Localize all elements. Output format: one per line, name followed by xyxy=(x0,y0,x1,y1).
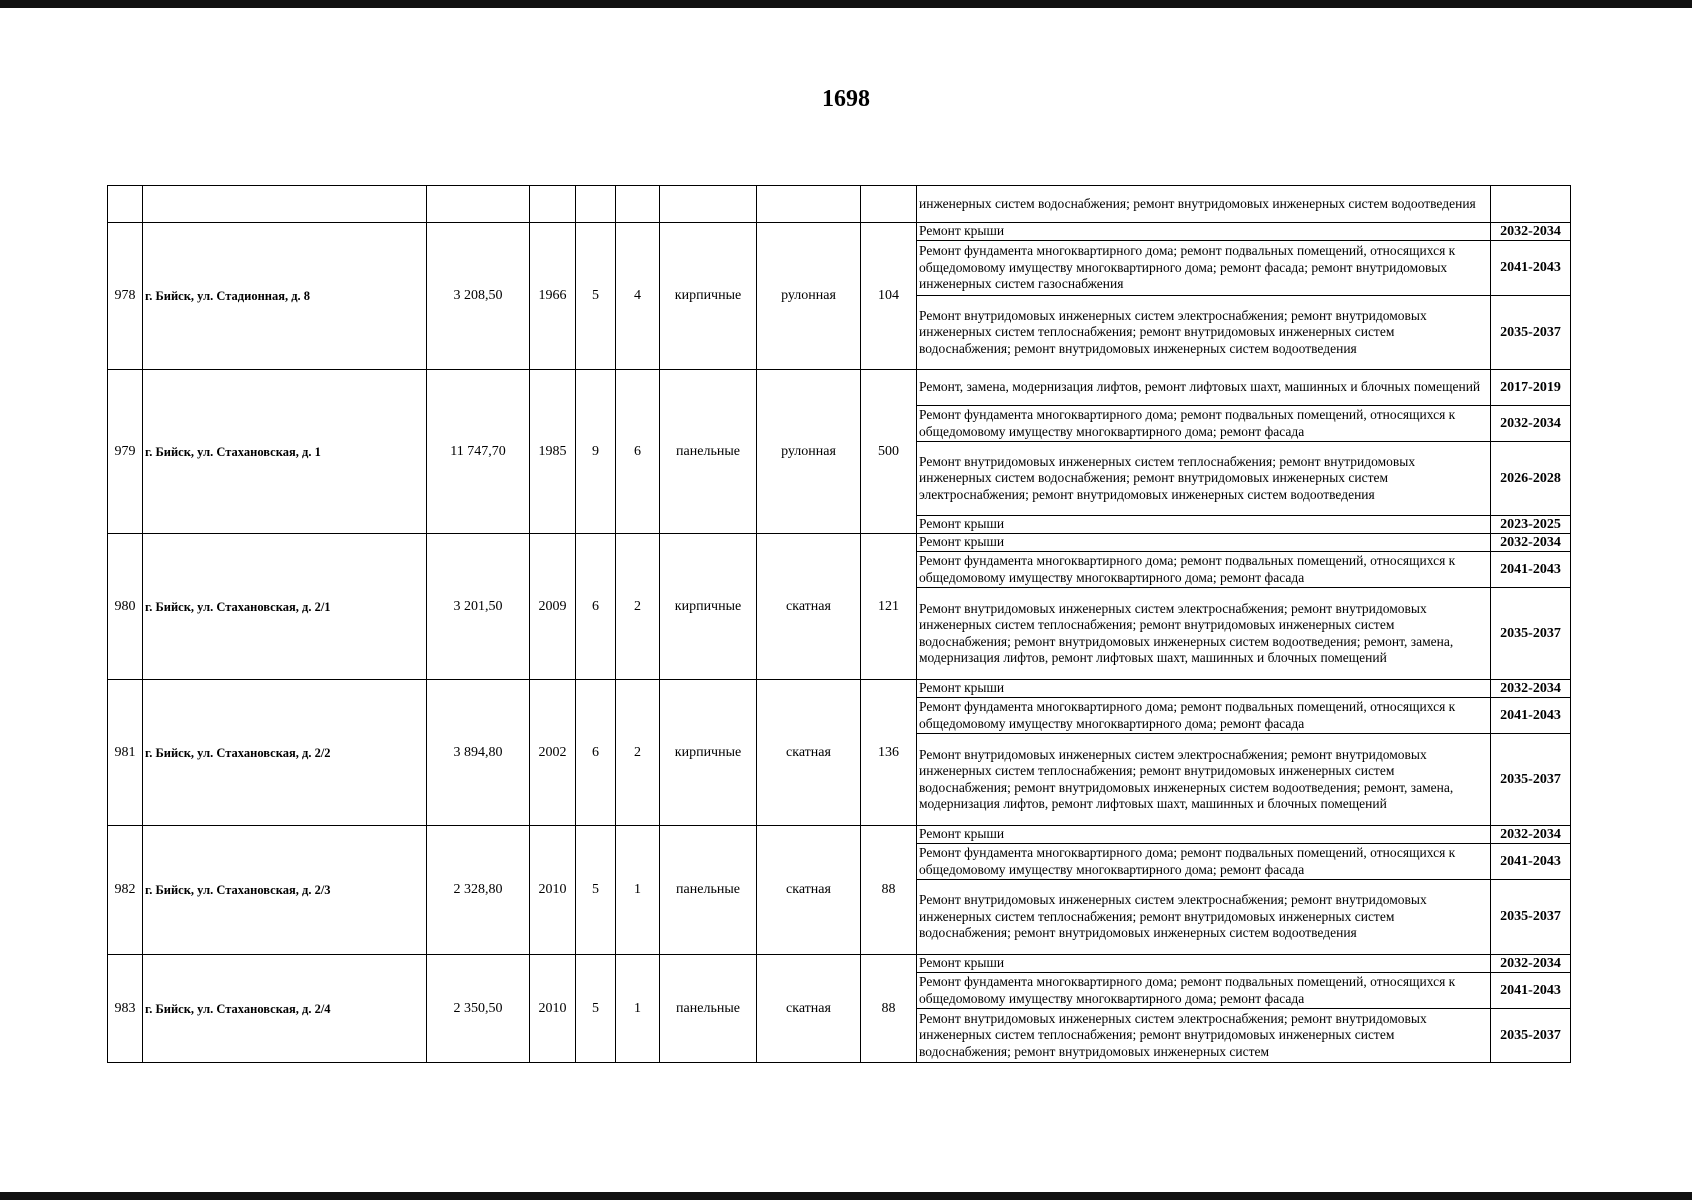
cell-roof: скатная xyxy=(757,955,861,1063)
cell-walls: панельные xyxy=(660,826,757,955)
cell-address: г. Бийск, ул. Стадионная, д. 8 xyxy=(143,223,427,370)
cell-address: г. Бийск, ул. Стахановская, д. 2/4 xyxy=(143,955,427,1063)
cell-year: 2009 xyxy=(530,534,576,680)
cell-work-type: Ремонт внутридомовых инженерных систем электроснабжения; ремонт внутридомовых инженерных систем теплоснабжения; ремонт внутридомовых инженерных систем водоснабжения; ремонт внутридомовых инженерных систем водоотведения; ремонт, замена, модернизация лифтов, ремонт лифтовых шахт, машинных и блочных помещений xyxy=(917,588,1491,680)
cell-area: 11 747,70 xyxy=(427,370,530,534)
repair-program-table xyxy=(107,185,1571,1063)
cell-floors: 9 xyxy=(576,370,616,534)
cell-area xyxy=(427,186,530,223)
cell-year: 1966 xyxy=(530,223,576,370)
cell-work-type: Ремонт крыши xyxy=(917,826,1491,844)
cell-period: 2032-2034 xyxy=(1491,680,1571,698)
cell-address xyxy=(143,186,427,223)
cell-period: 2032-2034 xyxy=(1491,955,1571,973)
cell-address: г. Бийск, ул. Стахановская, д. 2/2 xyxy=(143,680,427,826)
cell-address: г. Бийск, ул. Стахановская, д. 2/3 xyxy=(143,826,427,955)
cell-period: 2023-2025 xyxy=(1491,516,1571,534)
cell-work-type: инженерных систем водоснабжения; ремонт внутридомовых инженерных систем водоотведения xyxy=(917,186,1491,223)
scan-border-top xyxy=(0,0,1692,8)
cell-floors: 5 xyxy=(576,223,616,370)
cell-period: 2032-2034 xyxy=(1491,223,1571,241)
cell-work-type: Ремонт крыши xyxy=(917,534,1491,552)
cell-period: 2032-2034 xyxy=(1491,534,1571,552)
cell-year: 2010 xyxy=(530,826,576,955)
cell-entrances: 4 xyxy=(616,223,660,370)
table-body xyxy=(108,186,1571,1063)
cell-roof xyxy=(757,186,861,223)
cell-residents: 121 xyxy=(861,534,917,680)
cell-period: 2026-2028 xyxy=(1491,442,1571,516)
cell-number: 983 xyxy=(108,955,143,1063)
cell-number: 978 xyxy=(108,223,143,370)
cell-work-type: Ремонт фундамента многоквартирного дома; ремонт подвальных помещений, относящихся к общедомовому имуществу многоквартирного дома; ремонт фасада xyxy=(917,552,1491,588)
cell-roof: рулонная xyxy=(757,370,861,534)
cell-floors: 5 xyxy=(576,826,616,955)
cell-period: 2041-2043 xyxy=(1491,844,1571,880)
cell-period: 2017-2019 xyxy=(1491,370,1571,406)
cell-entrances: 2 xyxy=(616,534,660,680)
cell-work-type: Ремонт внутридомовых инженерных систем теплоснабжения; ремонт внутридомовых инженерных систем водоснабжения; ремонт внутридомовых инженерных систем электроснабжения; ремонт внутридомовых инженерных систем водоотведения xyxy=(917,442,1491,516)
cell-year: 2002 xyxy=(530,680,576,826)
cell-residents: 136 xyxy=(861,680,917,826)
cell-walls: кирпичные xyxy=(660,534,757,680)
cell-residents xyxy=(861,186,917,223)
cell-work-type: Ремонт внутридомовых инженерных систем электроснабжения; ремонт внутридомовых инженерных систем теплоснабжения; ремонт внутридомовых инженерных систем водоснабжения; ремонт внутридомовых инженерных систем водоотведения; ремонт, замена, модернизация лифтов, ремонт лифтовых шахт, машинных и блочных помещений xyxy=(917,734,1491,826)
cell-floors: 6 xyxy=(576,534,616,680)
cell-year xyxy=(530,186,576,223)
cell-floors: 6 xyxy=(576,680,616,826)
cell-period: 2032-2034 xyxy=(1491,826,1571,844)
cell-work-type: Ремонт, замена, модернизация лифтов, ремонт лифтовых шахт, машинных и блочных помещений xyxy=(917,370,1491,406)
cell-number: 979 xyxy=(108,370,143,534)
cell-residents: 88 xyxy=(861,826,917,955)
cell-period: 2041-2043 xyxy=(1491,973,1571,1009)
cell-number: 980 xyxy=(108,534,143,680)
cell-work-type: Ремонт внутридомовых инженерных систем электроснабжения; ремонт внутридомовых инженерных систем теплоснабжения; ремонт внутридомовых инженерных систем водоснабжения; ремонт внутридомовых инженерных систем xyxy=(917,1009,1491,1063)
cell-work-type: Ремонт фундамента многоквартирного дома; ремонт подвальных помещений, относящихся к общедомовому имуществу многоквартирного дома; ремонт фасада; ремонт внутридомовых инженерных систем газоснабжения xyxy=(917,241,1491,296)
cell-number xyxy=(108,186,143,223)
cell-entrances: 6 xyxy=(616,370,660,534)
cell-address: г. Бийск, ул. Стахановская, д. 1 xyxy=(143,370,427,534)
cell-number: 982 xyxy=(108,826,143,955)
cell-work-type: Ремонт крыши xyxy=(917,955,1491,973)
cell-period: 2041-2043 xyxy=(1491,241,1571,296)
cell-period xyxy=(1491,186,1571,223)
cell-walls xyxy=(660,186,757,223)
scan-border-bottom xyxy=(0,1192,1692,1200)
cell-walls: кирпичные xyxy=(660,680,757,826)
cell-period: 2041-2043 xyxy=(1491,552,1571,588)
cell-residents: 500 xyxy=(861,370,917,534)
cell-period: 2035-2037 xyxy=(1491,588,1571,680)
table-row xyxy=(108,370,1571,406)
cell-period: 2032-2034 xyxy=(1491,406,1571,442)
table-row xyxy=(108,680,1571,698)
cell-walls: панельные xyxy=(660,370,757,534)
cell-roof: скатная xyxy=(757,534,861,680)
cell-work-type: Ремонт фундамента многоквартирного дома; ремонт подвальных помещений, относящихся к общедомовому имуществу многоквартирного дома; ремонт фасада xyxy=(917,698,1491,734)
cell-period: 2041-2043 xyxy=(1491,698,1571,734)
cell-period: 2035-2037 xyxy=(1491,880,1571,955)
cell-work-type: Ремонт внутридомовых инженерных систем электроснабжения; ремонт внутридомовых инженерных систем теплоснабжения; ремонт внутридомовых инженерных систем водоснабжения; ремонт внутридомовых инженерных систем водоотведения xyxy=(917,296,1491,370)
cell-walls: кирпичные xyxy=(660,223,757,370)
cell-number: 981 xyxy=(108,680,143,826)
cell-roof: рулонная xyxy=(757,223,861,370)
cell-year: 1985 xyxy=(530,370,576,534)
cell-period: 2035-2037 xyxy=(1491,734,1571,826)
cell-entrances xyxy=(616,186,660,223)
cell-work-type: Ремонт фундамента многоквартирного дома; ремонт подвальных помещений, относящихся к общедомовому имуществу многоквартирного дома; ремонт фасада xyxy=(917,973,1491,1009)
cell-period: 2035-2037 xyxy=(1491,296,1571,370)
cell-area: 3 201,50 xyxy=(427,534,530,680)
cell-work-type: Ремонт крыши xyxy=(917,680,1491,698)
cell-work-type: Ремонт внутридомовых инженерных систем электроснабжения; ремонт внутридомовых инженерных систем теплоснабжения; ремонт внутридомовых инженерных систем водоснабжения; ремонт внутридомовых инженерных систем водоотведения xyxy=(917,880,1491,955)
cell-entrances: 1 xyxy=(616,955,660,1063)
cell-floors: 5 xyxy=(576,955,616,1063)
cell-entrances: 2 xyxy=(616,680,660,826)
cell-area: 3 894,80 xyxy=(427,680,530,826)
cell-period: 2035-2037 xyxy=(1491,1009,1571,1063)
cell-year: 2010 xyxy=(530,955,576,1063)
cell-work-type: Ремонт крыши xyxy=(917,516,1491,534)
cell-walls: панельные xyxy=(660,955,757,1063)
cell-roof: скатная xyxy=(757,680,861,826)
cell-area: 2 350,50 xyxy=(427,955,530,1063)
cell-residents: 88 xyxy=(861,955,917,1063)
cell-floors xyxy=(576,186,616,223)
cell-address: г. Бийск, ул. Стахановская, д. 2/1 xyxy=(143,534,427,680)
table-row xyxy=(108,534,1571,552)
cell-residents: 104 xyxy=(861,223,917,370)
cell-area: 2 328,80 xyxy=(427,826,530,955)
cell-area: 3 208,50 xyxy=(427,223,530,370)
cell-work-type: Ремонт фундамента многоквартирного дома; ремонт подвальных помещений, относящихся к общедомовому имуществу многоквартирного дома; ремонт фасада xyxy=(917,844,1491,880)
carry-over-row xyxy=(108,186,1571,223)
table-row xyxy=(108,955,1571,973)
cell-work-type: Ремонт крыши xyxy=(917,223,1491,241)
cell-entrances: 1 xyxy=(616,826,660,955)
page-number: 1698 xyxy=(822,86,870,112)
cell-work-type: Ремонт фундамента многоквартирного дома; ремонт подвальных помещений, относящихся к общедомовому имуществу многоквартирного дома; ремонт фасада xyxy=(917,406,1491,442)
cell-roof: скатная xyxy=(757,826,861,955)
table-row xyxy=(108,223,1571,241)
table-row xyxy=(108,826,1571,844)
